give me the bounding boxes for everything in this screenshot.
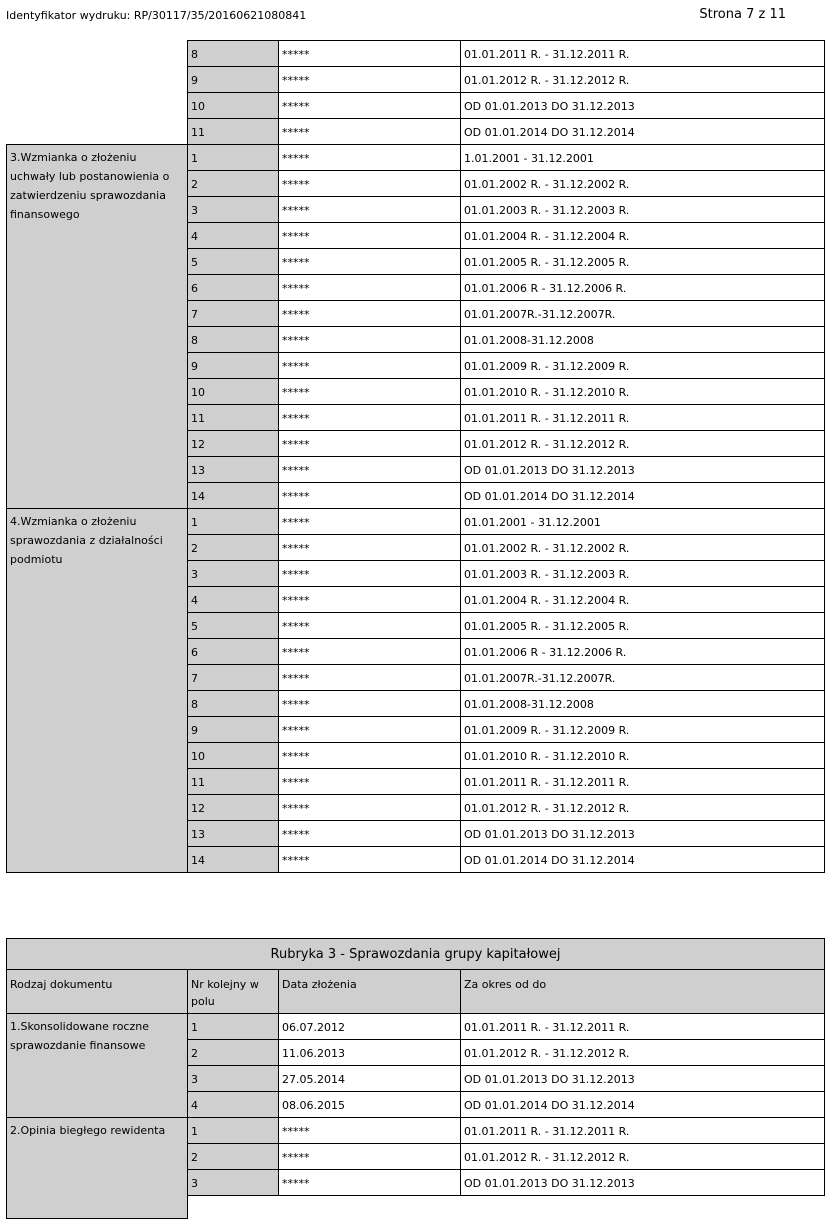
period-cell: OD 01.01.2013 DO 31.12.2013: [461, 1170, 825, 1196]
period-cell: 01.01.2003 R. - 31.12.2003 R.: [461, 561, 825, 587]
filing-date-cell: *****: [279, 249, 461, 275]
period-cell: OD 01.01.2014 DO 31.12.2014: [461, 847, 825, 873]
period-cell: 01.01.2002 R. - 31.12.2002 R.: [461, 171, 825, 197]
empty-cell: [188, 1196, 279, 1219]
column-header-period: Za okres od do: [461, 970, 825, 1014]
filing-date-cell: *****: [279, 327, 461, 353]
filing-date-cell: *****: [279, 405, 461, 431]
filing-date-cell: *****: [279, 379, 461, 405]
filing-date-cell: *****: [279, 483, 461, 509]
period-cell: 01.01.2003 R. - 31.12.2003 R.: [461, 197, 825, 223]
period-cell: 01.01.2008-31.12.2008: [461, 691, 825, 717]
filing-date-cell: *****: [279, 639, 461, 665]
table-row: [7, 1118, 825, 1144]
sequence-number-cell: 1: [188, 509, 279, 535]
sequence-number-cell: 3: [188, 1170, 279, 1196]
sequence-number-cell: 8: [188, 41, 279, 67]
rubryka-title: Rubryka 3 - Sprawozdania grupy kapitałowej: [7, 939, 825, 970]
filing-date-cell: *****: [279, 93, 461, 119]
filing-date-cell: *****: [279, 665, 461, 691]
sequence-number-cell: 4: [188, 587, 279, 613]
filing-date-cell: 08.06.2015: [279, 1092, 461, 1118]
sequence-number-cell: 7: [188, 301, 279, 327]
section-label: 3.Wzmianka o złożeniu uchwały lub postanowienia o zatwierdzeniu sprawozdania finansowego: [7, 145, 188, 509]
period-cell: 01.01.2007R.-31.12.2007R.: [461, 301, 825, 327]
sequence-number-cell: 5: [188, 249, 279, 275]
section-label: 2.Opinia biegłego rewidenta: [7, 1118, 188, 1219]
period-cell: 01.01.2012 R. - 31.12.2012 R.: [461, 431, 825, 457]
filing-date-cell: *****: [279, 197, 461, 223]
sequence-number-cell: 13: [188, 821, 279, 847]
period-cell: OD 01.01.2013 DO 31.12.2013: [461, 1066, 825, 1092]
period-cell: 01.01.2001 - 31.12.2001: [461, 509, 825, 535]
sequence-number-cell: 6: [188, 275, 279, 301]
table-row: [7, 145, 825, 171]
period-cell: 01.01.2010 R. - 31.12.2010 R.: [461, 743, 825, 769]
section-label-continued: [7, 41, 188, 145]
filing-date-cell: *****: [279, 743, 461, 769]
period-cell: 01.01.2012 R. - 31.12.2012 R.: [461, 1144, 825, 1170]
sequence-number-cell: 1: [188, 145, 279, 171]
sequence-number-cell: 11: [188, 769, 279, 795]
sequence-number-cell: 13: [188, 457, 279, 483]
period-cell: OD 01.01.2014 DO 31.12.2014: [461, 1092, 825, 1118]
filing-date-cell: 06.07.2012: [279, 1014, 461, 1040]
sequence-number-cell: 2: [188, 1144, 279, 1170]
filing-date-cell: *****: [279, 1170, 461, 1196]
reports-table: [6, 40, 825, 873]
filing-date-cell: *****: [279, 847, 461, 873]
period-cell: 01.01.2012 R. - 31.12.2012 R.: [461, 67, 825, 93]
sequence-number-cell: 9: [188, 717, 279, 743]
filing-date-cell: *****: [279, 1144, 461, 1170]
filing-date-cell: *****: [279, 353, 461, 379]
filing-date-cell: *****: [279, 587, 461, 613]
filing-date-cell: *****: [279, 535, 461, 561]
filing-date-cell: *****: [279, 1118, 461, 1144]
sequence-number-cell: 8: [188, 327, 279, 353]
table-row: [7, 1014, 825, 1040]
filing-date-cell: *****: [279, 119, 461, 145]
period-cell: 01.01.2009 R. - 31.12.2009 R.: [461, 353, 825, 379]
column-header-document-type: Rodzaj dokumentu: [7, 970, 188, 1014]
section-label: 1.Skonsolidowane roczne sprawozdanie finansowe: [7, 1014, 188, 1118]
page-number: Strona 7 z 11: [699, 7, 786, 22]
filing-date-cell: *****: [279, 223, 461, 249]
period-cell: 01.01.2002 R. - 31.12.2002 R.: [461, 535, 825, 561]
sequence-number-cell: 8: [188, 691, 279, 717]
filing-date-cell: *****: [279, 457, 461, 483]
period-cell: OD 01.01.2013 DO 31.12.2013: [461, 93, 825, 119]
filing-date-cell: 27.05.2014: [279, 1066, 461, 1092]
sequence-number-cell: 12: [188, 795, 279, 821]
period-cell: 01.01.2011 R. - 31.12.2011 R.: [461, 1118, 825, 1144]
print-identifier: Identyfikator wydruku: RP/30117/35/20160621080841: [6, 9, 307, 22]
sequence-number-cell: 10: [188, 743, 279, 769]
sequence-number-cell: 3: [188, 1066, 279, 1092]
sequence-number-cell: 6: [188, 639, 279, 665]
period-cell: OD 01.01.2014 DO 31.12.2014: [461, 483, 825, 509]
period-cell: 01.01.2011 R. - 31.12.2011 R.: [461, 1014, 825, 1040]
sequence-number-cell: 10: [188, 379, 279, 405]
period-cell: 01.01.2011 R. - 31.12.2011 R.: [461, 769, 825, 795]
filing-date-cell: *****: [279, 67, 461, 93]
column-header-sequence-number: Nr kolejny w polu: [188, 970, 279, 1014]
filing-date-cell: *****: [279, 691, 461, 717]
period-cell: OD 01.01.2013 DO 31.12.2013: [461, 457, 825, 483]
rubryka-3-table: [6, 938, 825, 1219]
sequence-number-cell: 9: [188, 67, 279, 93]
sequence-number-cell: 2: [188, 171, 279, 197]
sequence-number-cell: 10: [188, 93, 279, 119]
period-cell: 01.01.2007R.-31.12.2007R.: [461, 665, 825, 691]
table-row: [7, 509, 825, 535]
sequence-number-cell: 14: [188, 847, 279, 873]
filing-date-cell: *****: [279, 301, 461, 327]
period-cell: OD 01.01.2013 DO 31.12.2013: [461, 821, 825, 847]
filing-date-cell: *****: [279, 275, 461, 301]
filing-date-cell: *****: [279, 509, 461, 535]
period-cell: 01.01.2006 R - 31.12.2006 R.: [461, 275, 825, 301]
section-label: 4.Wzmianka o złożeniu sprawozdania z działalności podmiotu: [7, 509, 188, 873]
filing-date-cell: *****: [279, 821, 461, 847]
sequence-number-cell: 9: [188, 353, 279, 379]
period-cell: 01.01.2004 R. - 31.12.2004 R.: [461, 587, 825, 613]
sequence-number-cell: 7: [188, 665, 279, 691]
sequence-number-cell: 3: [188, 197, 279, 223]
period-cell: 01.01.2012 R. - 31.12.2012 R.: [461, 1040, 825, 1066]
column-header-filing-date: Data złożenia: [279, 970, 461, 1014]
filing-date-cell: *****: [279, 431, 461, 457]
sequence-number-cell: 4: [188, 223, 279, 249]
filing-date-cell: *****: [279, 717, 461, 743]
period-cell: 01.01.2009 R. - 31.12.2009 R.: [461, 717, 825, 743]
period-cell: 01.01.2011 R. - 31.12.2011 R.: [461, 405, 825, 431]
page-header: [6, 9, 786, 25]
sequence-number-cell: 1: [188, 1014, 279, 1040]
rubryka-title-row: [7, 939, 825, 970]
period-cell: OD 01.01.2014 DO 31.12.2014: [461, 119, 825, 145]
filing-date-cell: *****: [279, 41, 461, 67]
period-cell: 01.01.2011 R. - 31.12.2011 R.: [461, 41, 825, 67]
sequence-number-cell: 4: [188, 1092, 279, 1118]
sequence-number-cell: 1: [188, 1118, 279, 1144]
filing-date-cell: 11.06.2013: [279, 1040, 461, 1066]
filing-date-cell: *****: [279, 769, 461, 795]
filing-date-cell: *****: [279, 795, 461, 821]
sequence-number-cell: 2: [188, 535, 279, 561]
period-cell: 1.01.2001 - 31.12.2001: [461, 145, 825, 171]
sequence-number-cell: 5: [188, 613, 279, 639]
sequence-number-cell: 14: [188, 483, 279, 509]
period-cell: 01.01.2005 R. - 31.12.2005 R.: [461, 249, 825, 275]
sequence-number-cell: 2: [188, 1040, 279, 1066]
filing-date-cell: *****: [279, 171, 461, 197]
sequence-number-cell: 12: [188, 431, 279, 457]
period-cell: 01.01.2006 R - 31.12.2006 R.: [461, 639, 825, 665]
period-cell: 01.01.2005 R. - 31.12.2005 R.: [461, 613, 825, 639]
table-row: [7, 41, 825, 67]
filing-date-cell: *****: [279, 561, 461, 587]
filing-date-cell: *****: [279, 145, 461, 171]
sequence-number-cell: 11: [188, 405, 279, 431]
period-cell: 01.01.2008-31.12.2008: [461, 327, 825, 353]
period-cell: 01.01.2012 R. - 31.12.2012 R.: [461, 795, 825, 821]
period-cell: 01.01.2010 R. - 31.12.2010 R.: [461, 379, 825, 405]
column-header-row: [7, 970, 825, 1014]
period-cell: 01.01.2004 R. - 31.12.2004 R.: [461, 223, 825, 249]
sequence-number-cell: 3: [188, 561, 279, 587]
filing-date-cell: *****: [279, 613, 461, 639]
sequence-number-cell: 11: [188, 119, 279, 145]
